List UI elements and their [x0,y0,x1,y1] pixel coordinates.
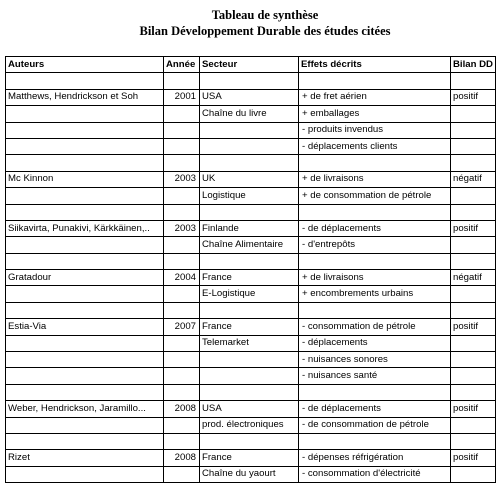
bilan-cell: positif [451,89,496,105]
effets-cell: - consommation d'électricité [299,466,451,482]
auteurs-cell [6,73,164,89]
column-header-auteurs: Auteurs [6,57,164,73]
bilan-cell: négatif [451,171,496,187]
annee-cell: 2004 [164,270,200,286]
secteur-cell: Chaîne du yaourt [200,466,299,482]
auteurs-cell [6,433,164,449]
annee-cell [164,335,200,351]
effets-cell: - de déplacements [299,401,451,417]
effets-cell: + de consommation de pétrole [299,188,451,204]
secteur-cell [200,138,299,154]
secteur-cell [200,302,299,318]
auteurs-cell: Matthews, Hendrickson et Soh [6,89,164,105]
table-row [6,384,496,400]
column-header-effets: Effets décrits [299,57,451,73]
annee-cell: 2001 [164,89,200,105]
effets-cell: - dépenses réfrigération [299,450,451,466]
auteurs-cell [6,237,164,253]
effets-cell: - déplacements [299,335,451,351]
bilan-cell: positif [451,220,496,236]
effets-cell: + emballages [299,106,451,122]
table-row [6,401,496,417]
table-row [6,122,496,138]
table-row [6,171,496,187]
bilan-cell: positif [451,319,496,335]
secteur-cell: France [200,319,299,335]
table-row [6,138,496,154]
annee-cell [164,384,200,400]
secteur-cell: France [200,450,299,466]
table-row [6,204,496,220]
effets-cell: - déplacements clients [299,138,451,154]
annee-cell [164,433,200,449]
auteurs-cell [6,253,164,269]
table-row [6,73,496,89]
secteur-cell [200,253,299,269]
table-row [6,270,496,286]
annee-cell [164,138,200,154]
secteur-cell: Chaîne Alimentaire [200,237,299,253]
effets-cell: - consommation de pétrole [299,319,451,335]
secteur-cell [200,155,299,171]
effets-cell [299,155,451,171]
annee-cell [164,188,200,204]
table-row [6,335,496,351]
annee-cell: 2008 [164,401,200,417]
annee-cell [164,286,200,302]
auteurs-cell [6,335,164,351]
secteur-cell: UK [200,171,299,187]
bilan-cell: positif [451,401,496,417]
table-title: Tableau de synthèse [211,8,319,22]
annee-cell: 2003 [164,171,200,187]
column-header-bilan: Bilan DD [451,57,496,73]
effets-cell [299,384,451,400]
table-row [6,302,496,318]
secteur-cell [200,122,299,138]
secteur-cell [200,204,299,220]
bilan-cell [451,204,496,220]
column-header-annee: Année [164,57,200,73]
effets-cell: + encombrements urbains [299,286,451,302]
table-row [6,155,496,171]
annee-cell: 2003 [164,220,200,236]
secteur-cell [200,384,299,400]
auteurs-cell [6,106,164,122]
effets-cell: + de livraisons [299,270,451,286]
annee-cell: 2007 [164,319,200,335]
effets-cell [299,73,451,89]
secteur-cell: USA [200,89,299,105]
auteurs-cell: Gratadour [6,270,164,286]
auteurs-cell [6,352,164,368]
annee-cell: 2008 [164,450,200,466]
table-row [6,352,496,368]
bilan-cell [451,253,496,269]
table-row [6,106,496,122]
table-row [6,89,496,105]
auteurs-cell [6,122,164,138]
annee-cell [164,466,200,482]
bilan-cell [451,188,496,204]
bilan-cell [451,335,496,351]
bilan-cell [451,237,496,253]
table-row [6,433,496,449]
bilan-cell [451,286,496,302]
table-row [6,417,496,433]
bilan-cell [451,138,496,154]
table-row [6,188,496,204]
effets-cell: - produits invendus [299,122,451,138]
effets-cell [299,433,451,449]
auteurs-cell [6,302,164,318]
secteur-cell [200,368,299,384]
secteur-cell: USA [200,401,299,417]
bilan-cell [451,384,496,400]
table-row [6,220,496,236]
auteurs-cell [6,155,164,171]
table-row [6,237,496,253]
auteurs-cell [6,138,164,154]
table-header-row [6,57,496,73]
column-header-secteur: Secteur [200,57,299,73]
synthesis-table [5,56,496,483]
auteurs-cell: Rizet [6,450,164,466]
auteurs-cell [6,368,164,384]
table-row [6,253,496,269]
effets-cell: - d'entrepôts [299,237,451,253]
table-row [6,319,496,335]
bilan-cell: négatif [451,270,496,286]
secteur-cell: France [200,270,299,286]
auteurs-cell: Siikavirta, Punakivi, Kärkkäinen,.. [6,220,164,236]
bilan-cell [451,466,496,482]
table-body [6,73,496,483]
auteurs-cell [6,286,164,302]
annee-cell [164,73,200,89]
auteurs-cell [6,417,164,433]
effets-cell: - de consommation de pétrole [299,417,451,433]
effets-cell: - de déplacements [299,220,451,236]
effets-cell: + de fret aérien [299,89,451,105]
secteur-cell: E-Logistique [200,286,299,302]
annee-cell [164,417,200,433]
effets-cell: - nuisances sonores [299,352,451,368]
bilan-cell [451,368,496,384]
effets-cell [299,204,451,220]
secteur-cell: Logistique [200,188,299,204]
annee-cell [164,253,200,269]
secteur-cell: Finlande [200,220,299,236]
effets-cell [299,253,451,269]
secteur-cell: prod. électroniques [200,417,299,433]
secteur-cell: Chaîne du livre [200,106,299,122]
annee-cell [164,352,200,368]
bilan-cell [451,106,496,122]
bilan-cell [451,433,496,449]
secteur-cell: Telemarket [200,335,299,351]
auteurs-cell: Weber, Hendrickson, Jaramillo... [6,401,164,417]
auteurs-cell [6,384,164,400]
auteurs-cell: Mc Kinnon [6,171,164,187]
table-row [6,450,496,466]
table-row [6,466,496,482]
annee-cell [164,204,200,220]
secteur-cell [200,433,299,449]
bilan-cell [451,302,496,318]
annee-cell [164,368,200,384]
auteurs-cell [6,204,164,220]
table-row [6,286,496,302]
annee-cell [164,302,200,318]
annee-cell [164,106,200,122]
effets-cell: - nuisances santé [299,368,451,384]
secteur-cell [200,73,299,89]
annee-cell [164,122,200,138]
table-subtitle: Bilan Développement Durable des études citées [139,24,391,38]
effets-cell: + de livraisons [299,171,451,187]
annee-cell [164,237,200,253]
table-row [6,368,496,384]
auteurs-cell [6,466,164,482]
bilan-cell [451,352,496,368]
bilan-cell [451,155,496,171]
auteurs-cell [6,188,164,204]
effets-cell [299,302,451,318]
annee-cell [164,155,200,171]
bilan-cell [451,417,496,433]
bilan-cell [451,122,496,138]
bilan-cell: positif [451,450,496,466]
bilan-cell [451,73,496,89]
document-header [0,7,500,39]
auteurs-cell: Estia-Via [6,319,164,335]
secteur-cell [200,352,299,368]
